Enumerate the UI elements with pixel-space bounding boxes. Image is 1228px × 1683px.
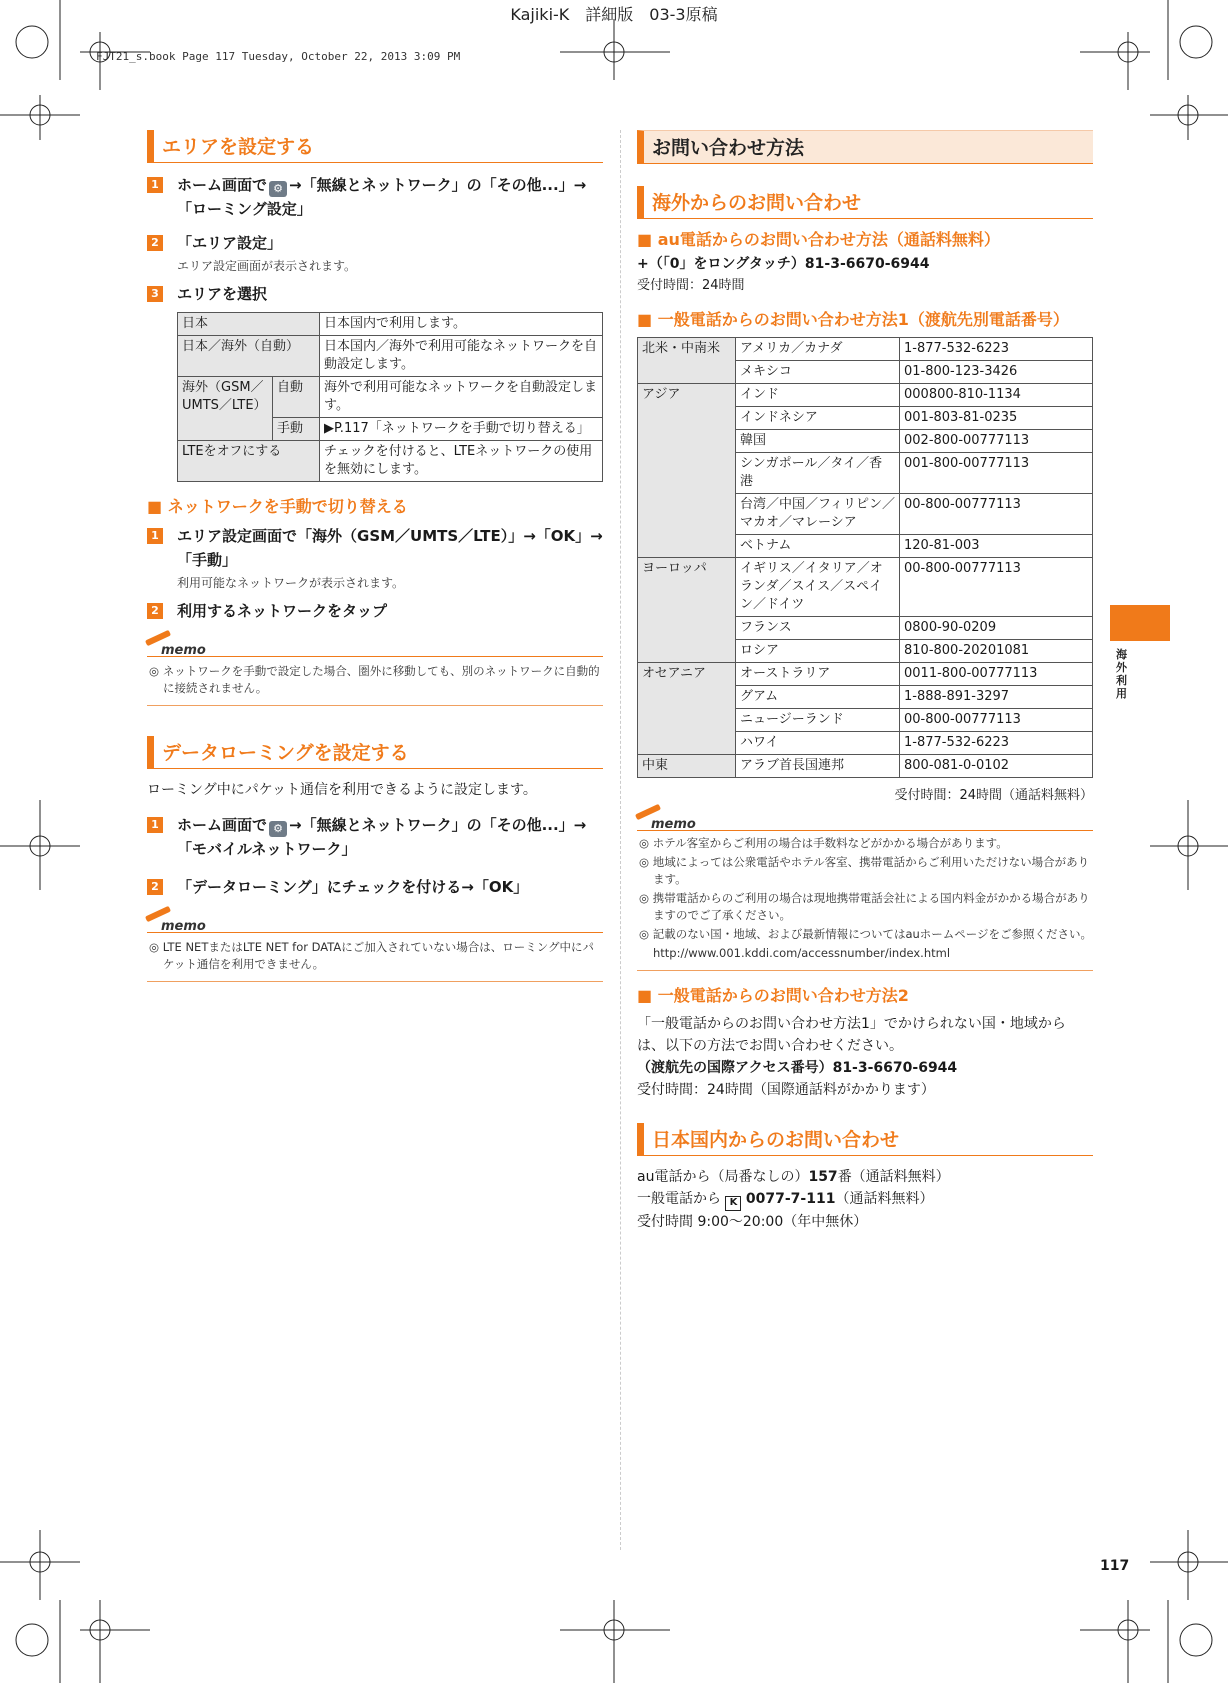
- line-text: au電話から（局番なしの）: [637, 1169, 809, 1185]
- step-note: エリア設定画面が表示されます。: [177, 259, 357, 273]
- settings-gear-icon: ⚙: [269, 821, 287, 837]
- country-cell: フランス: [736, 617, 900, 640]
- memo-header: [147, 919, 603, 933]
- phone-number-cell: 000800-810-1134: [900, 384, 1093, 407]
- area-options-table: [177, 312, 603, 482]
- table-cell: ▶P.117「ネットワークを手動で切り替える」: [320, 418, 603, 441]
- table-row: [638, 755, 1093, 778]
- memo-text: ◎ 地域によっては公衆電話やホテル客室、携帯電話からご利用いただけない場合があります。: [639, 855, 1090, 886]
- phone-number-cell: 001-800-00777113: [900, 453, 1093, 494]
- table-row: [638, 338, 1093, 361]
- domestic-au-number: 157: [808, 1169, 838, 1185]
- phone-number-cell: 00-800-00777113: [900, 558, 1093, 617]
- step-text: 「データローミング」にチェックを付ける→「OK」: [177, 878, 529, 896]
- step-number-2: 2: [147, 603, 163, 619]
- au-contact-number: +（「0」をロングタッチ）81-3-6670-6944: [637, 256, 930, 272]
- subsection-manual: ■ ネットワークを手動で切り替える: [147, 497, 408, 516]
- country-cell: シンガポール／タイ／香港: [736, 453, 900, 494]
- phone-number-cell: 810-800-20201081: [900, 640, 1093, 663]
- phone-number-cell: 0011-800-00777113: [900, 663, 1093, 686]
- domestic-general-number: 0077-7-111: [745, 1191, 836, 1207]
- line-text: 一般電話から: [637, 1191, 721, 1207]
- section-title-contact: お問い合わせ方法: [637, 130, 1093, 164]
- step-number-2: 2: [147, 879, 163, 895]
- line-text: （通話料無料）: [835, 1191, 934, 1207]
- country-cell: ハワイ: [736, 732, 900, 755]
- memo-url: http://www.001.kddi.com/accessnumber/index.html: [637, 945, 1093, 971]
- general-contact-hours: 受付時間：24時間（国際通話料がかかります）: [637, 1082, 935, 1098]
- phone-number-cell: 01-800-123-3426: [900, 361, 1093, 384]
- page-number: 117: [1100, 1558, 1130, 1574]
- table-cell: 日本: [178, 313, 320, 336]
- country-cell: オーストラリア: [736, 663, 900, 686]
- country-cell: グアム: [736, 686, 900, 709]
- table-cell: 海外で利用可能なネットワークを自動設定します。: [320, 377, 603, 418]
- step-number-1: 1: [147, 528, 163, 544]
- step-number-1: 1: [147, 817, 163, 833]
- region-cell: ヨーロッパ: [638, 558, 736, 663]
- step-note: 利用可能なネットワークが表示されます。: [177, 576, 405, 590]
- step-text: →「無線とネットワーク」の「その他...」→「モバイルネットワーク」: [177, 816, 587, 858]
- table-row: [178, 313, 603, 336]
- domestic-hours: 受付時間 9:00～20:00（年中無休）: [637, 1214, 868, 1230]
- roaming-step-1: [147, 813, 603, 861]
- phone-number-cell: 0800-90-0209: [900, 617, 1093, 640]
- table-cell: 日本／海外（自動）: [178, 336, 320, 377]
- region-cell: アジア: [638, 384, 736, 558]
- manual-step-2: [147, 599, 603, 623]
- phone-number-cell: 120-81-003: [900, 535, 1093, 558]
- phone-number-cell: 1-877-532-6223: [900, 732, 1093, 755]
- general-contact-heading-2: ■ 一般電話からのお問い合わせ方法2: [637, 986, 909, 1005]
- memo-text: ◎ 記載のない国・地域、および最新情報についてはauホームページをご参照ください。: [639, 927, 1093, 941]
- country-cell: ベトナム: [736, 535, 900, 558]
- region-cell: 中東: [638, 755, 736, 778]
- step-number-2: 2: [147, 235, 163, 251]
- section-title-overseas: 海外からのお問い合わせ: [637, 186, 1093, 219]
- column-divider: [620, 130, 621, 1550]
- memo-text: ◎ 携帯電話からのご利用の場合は現地携帯電話会社による国内料金がかかる場合がありますのでご了承ください。: [639, 891, 1090, 922]
- table-note: 受付時間：24時間（通話料無料）: [894, 788, 1093, 803]
- country-cell: インドネシア: [736, 407, 900, 430]
- memo-label: memo: [161, 919, 206, 934]
- step-text: 「エリア設定」: [177, 234, 283, 252]
- table-row: [178, 377, 603, 418]
- step-number-3: 3: [147, 286, 163, 302]
- phone-number-cell: 001-803-81-0235: [900, 407, 1093, 430]
- section-title-area: エリアを設定する: [147, 130, 603, 163]
- memo-label: memo: [161, 643, 206, 658]
- region-cell: 北米・中南米: [638, 338, 736, 384]
- general-contact-heading-1: ■ 一般電話からのお問い合わせ方法1（渡航先別電話番号）: [637, 310, 1069, 329]
- area-step-1: [147, 173, 603, 221]
- step-text: エリア設定画面で「海外（GSM／UMTS／LTE）」→「OK」→「手動」: [177, 527, 603, 569]
- country-cell: インド: [736, 384, 900, 407]
- phone-number-cell: 1-888-891-3297: [900, 686, 1093, 709]
- left-column: [147, 130, 603, 982]
- country-number-table: [637, 337, 1093, 778]
- side-tab-marker: [1110, 605, 1170, 641]
- table-cell: 日本国内で利用します。: [320, 313, 603, 336]
- country-cell: イギリス／イタリア／オランダ／スイス／スペイン／ドイツ: [736, 558, 900, 617]
- phone-number-cell: 00-800-00777113: [900, 709, 1093, 732]
- au-contact-hours: 受付時間：24時間: [637, 278, 745, 293]
- memo-text: ◎ ホテル客室からご利用の場合は手数料などがかかる場合があります。: [639, 836, 1008, 850]
- roaming-intro: ローミング中にパケット通信を利用できるように設定します。: [147, 782, 537, 798]
- country-cell: 韓国: [736, 430, 900, 453]
- table-row: [638, 558, 1093, 617]
- step-text: エリアを選択: [177, 285, 268, 303]
- country-cell: ロシア: [736, 640, 900, 663]
- roaming-step-2: [147, 875, 603, 899]
- step-text: 利用するネットワークをタップ: [177, 602, 388, 620]
- table-row: [638, 384, 1093, 407]
- country-cell: ニュージーランド: [736, 709, 900, 732]
- table-cell: チェックを付けると、LTEネットワークの使用を無効にします。: [320, 441, 603, 482]
- table-row: [178, 336, 603, 377]
- memo-text: ◎ LTE NETまたはLTE NET for DATAにご加入されていない場合は、ローミング中にパケット通信を利用できません。: [147, 933, 603, 982]
- memo-header: [637, 817, 1093, 831]
- table-cell: 手動: [273, 418, 320, 441]
- country-cell: アメリカ／カナダ: [736, 338, 900, 361]
- general-contact-number: （渡航先の国際アクセス番号）81-3-6670-6944: [637, 1060, 958, 1076]
- kddi-logo-icon: K: [725, 1196, 741, 1211]
- country-cell: 台湾／中国／フィリピン／マカオ／マレーシア: [736, 494, 900, 535]
- table-cell: LTEをオフにする: [178, 441, 320, 482]
- step-text: →「無線とネットワーク」の「その他...」→「ローミング設定」: [177, 176, 587, 218]
- phone-number-cell: 002-800-00777113: [900, 430, 1093, 453]
- phone-number-cell: 00-800-00777113: [900, 494, 1093, 535]
- phone-number-cell: 800-081-0-0102: [900, 755, 1093, 778]
- au-contact-heading: ■ au電話からのお問い合わせ方法（通話料無料）: [637, 230, 1000, 249]
- manual-step-1: [147, 524, 603, 572]
- area-step-3: [147, 282, 603, 306]
- memo-header: [147, 643, 603, 657]
- table-cell: 海外（GSM／UMTS／LTE）: [178, 377, 273, 441]
- page-header: Kajiki-K 詳細版 03-3原稿: [510, 5, 718, 24]
- domestic-au-line: [637, 1166, 1093, 1188]
- region-cell: オセアニア: [638, 663, 736, 755]
- table-cell: 自動: [273, 377, 320, 418]
- right-column: [637, 130, 1093, 1233]
- line-text: 番（通話料無料）: [837, 1169, 950, 1185]
- memo-label: memo: [651, 817, 696, 832]
- side-tab-label: 海外利用: [1116, 648, 1127, 700]
- general-contact-text: 「一般電話からのお問い合わせ方法1」でかけられない国・地域からは、以下の方法でお問い合わせください。: [637, 1016, 1066, 1054]
- memo-text: ◎ ネットワークを手動で設定した場合、圏外に移動しても、別のネットワークに自動的に接続されません。: [147, 657, 603, 706]
- section-title-roaming: データローミングを設定する: [147, 736, 603, 769]
- area-step-2: [147, 231, 603, 255]
- table-row: [638, 663, 1093, 686]
- settings-gear-icon: ⚙: [269, 181, 287, 197]
- book-info-line: FJT21_s.book Page 117 Tuesday, October 22, 2013 3:09 PM: [96, 50, 461, 63]
- step-text: ホーム画面で: [177, 816, 268, 834]
- country-cell: アラブ首長国連邦: [736, 755, 900, 778]
- section-title-domestic: 日本国内からのお問い合わせ: [637, 1123, 1093, 1156]
- domestic-general-line: [637, 1188, 1093, 1211]
- step-number-1: 1: [147, 177, 163, 193]
- country-cell: メキシコ: [736, 361, 900, 384]
- phone-number-cell: 1-877-532-6223: [900, 338, 1093, 361]
- table-cell: 日本国内／海外で利用可能なネットワークを自動設定します。: [320, 336, 603, 377]
- table-row: [178, 441, 603, 482]
- step-text: ホーム画面で: [177, 176, 268, 194]
